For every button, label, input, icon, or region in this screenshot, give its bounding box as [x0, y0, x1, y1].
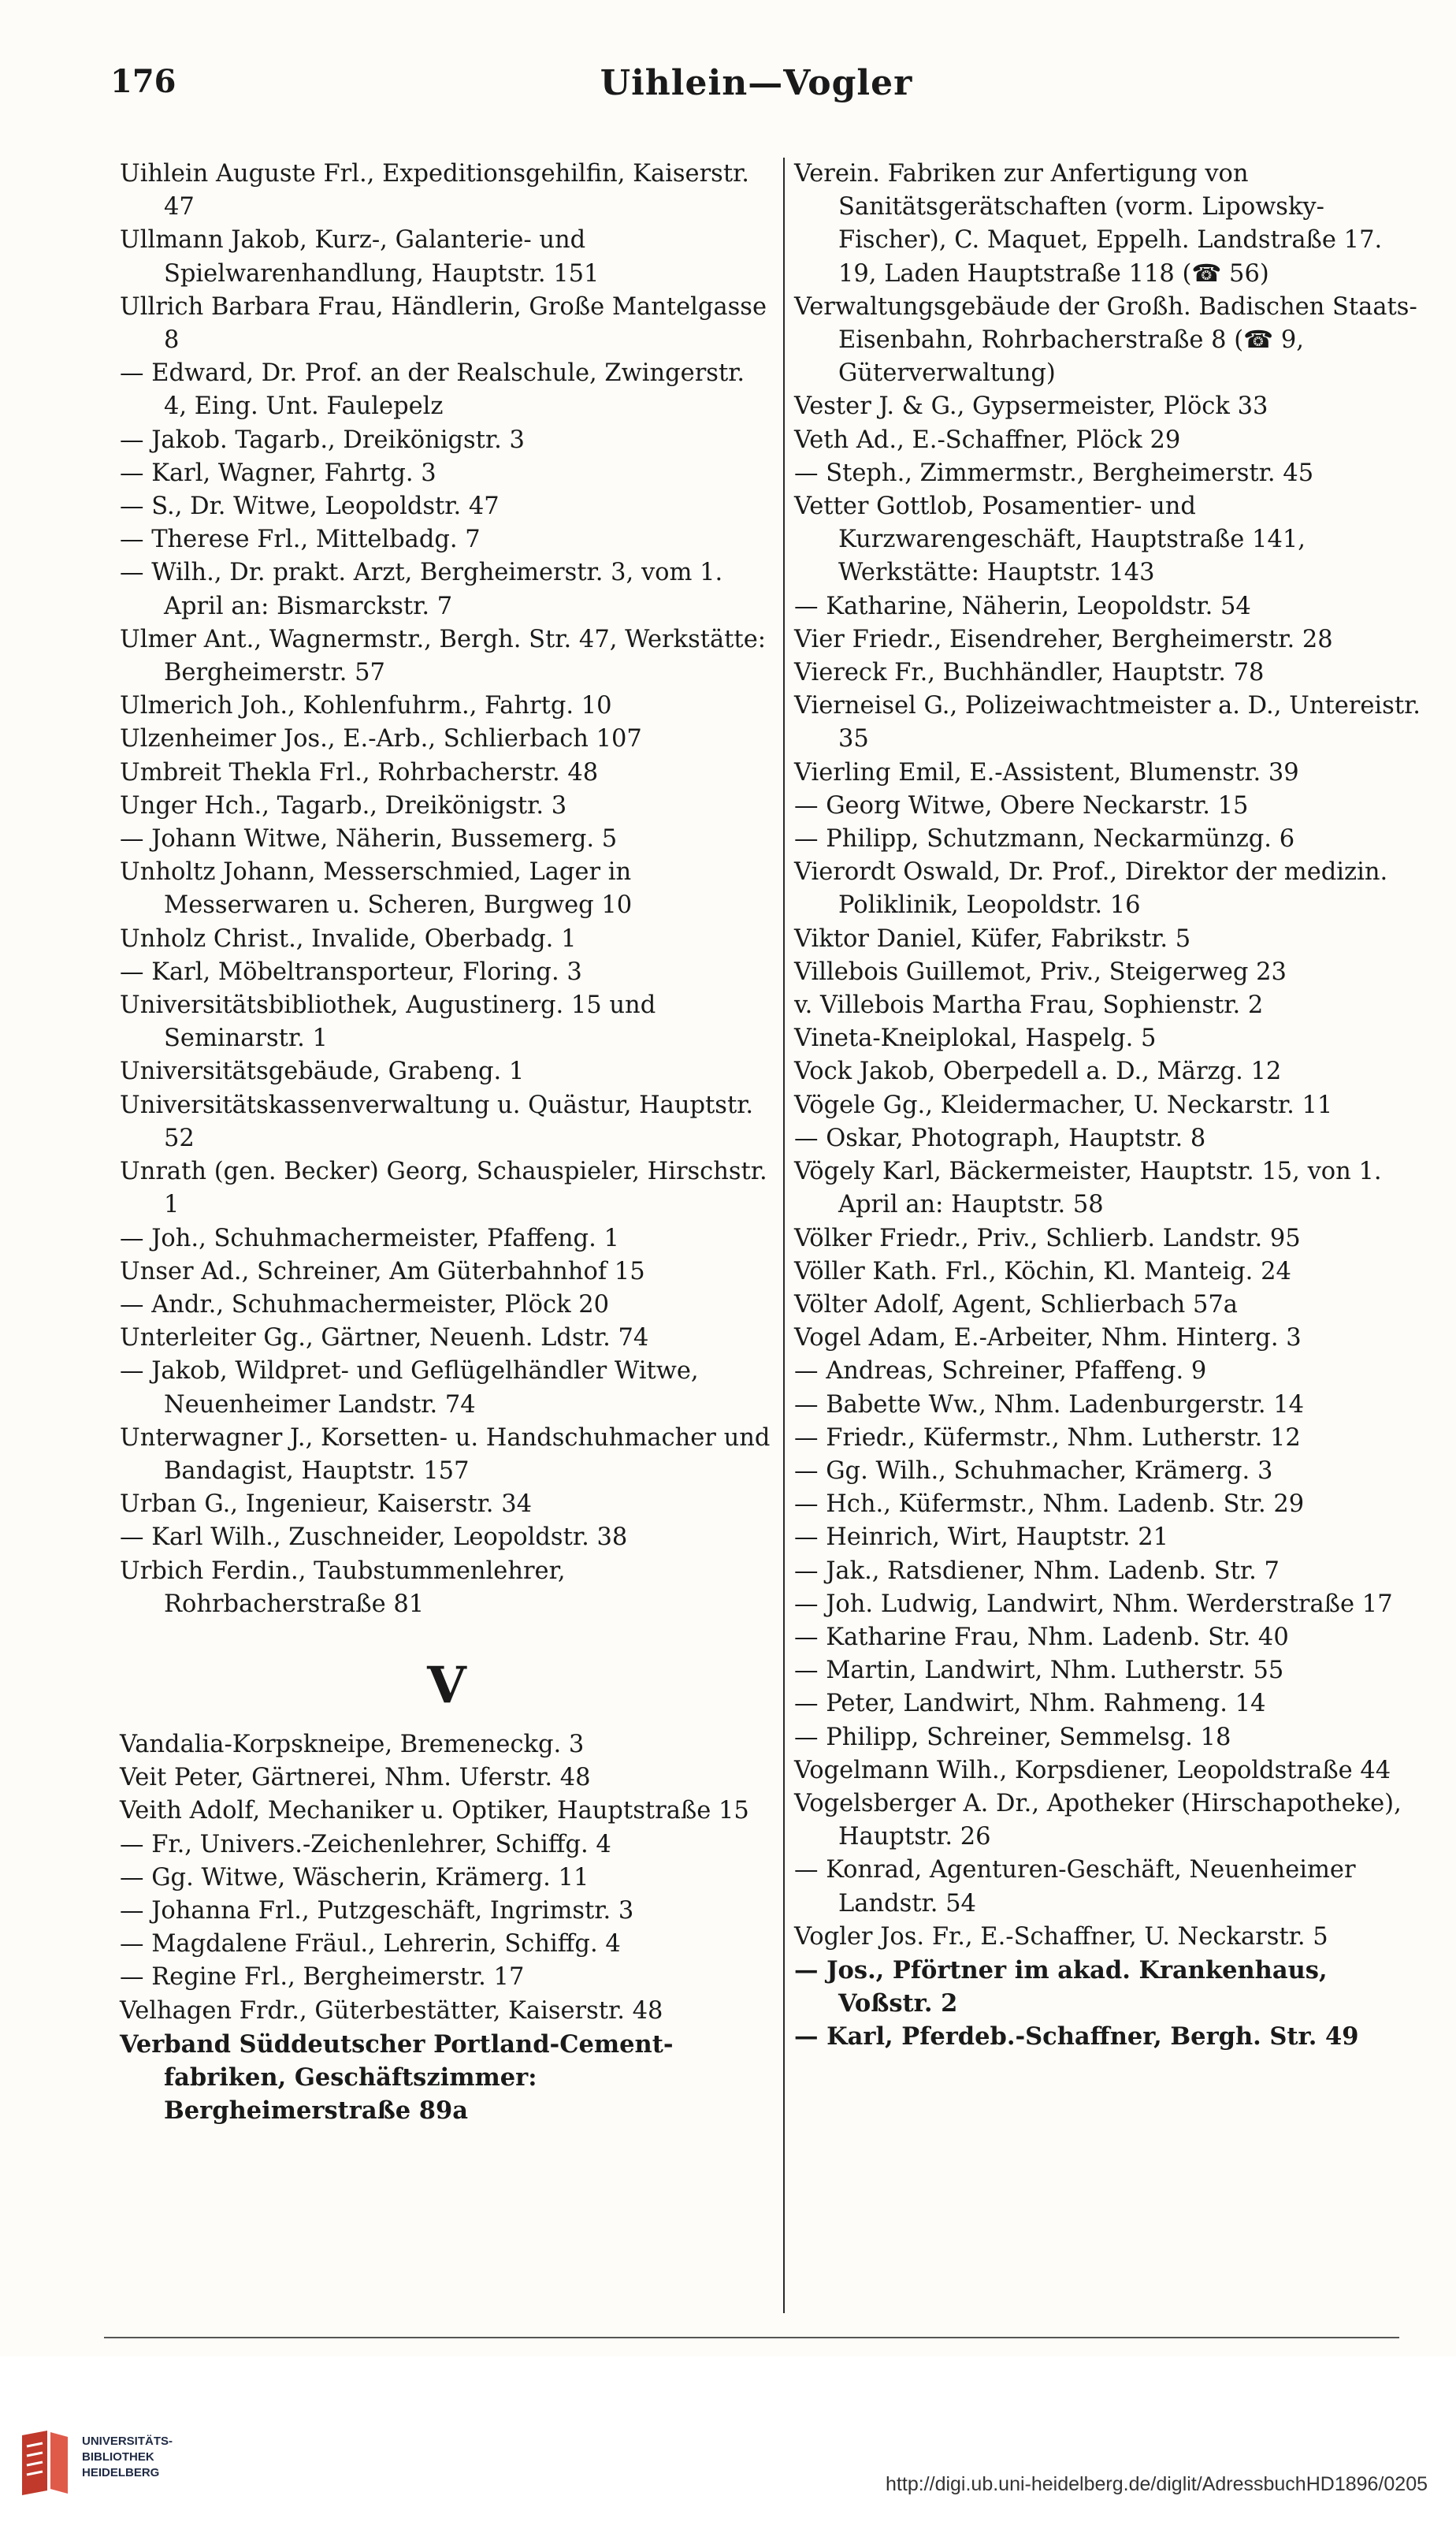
directory-entry: — Jos., Pförtner im akad. Krankenhaus, Voßstr. 2	[794, 1955, 1328, 2018]
source-url[interactable]: http://digi.ub.uni-heidelberg.de/diglit/AdressbuchHD1896/0205	[886, 2473, 1428, 2495]
left-entries	[120, 158, 774, 1621]
directory-entry: — Johann Witwe, Näherin, Bussemerg. 5	[120, 825, 618, 854]
directory-entry: — Oskar, Photograph, Hauptstr. 8	[794, 1124, 1206, 1152]
directory-entry: Völter Adolf, Agent, Schlierbach 57a	[794, 1290, 1238, 1319]
library-logo-text	[82, 2434, 173, 2481]
left-entries-v	[120, 1728, 774, 2127]
library-logo-icon	[16, 2427, 72, 2498]
section-letter: V	[427, 1655, 466, 1715]
directory-entry: Veit Peter, Gärtnerei, Nhm. Uferstr. 48	[120, 1764, 591, 1792]
directory-entry: — Gg. Wilh., Schuhmacher, Krämerg. 3	[794, 1456, 1273, 1485]
directory-entry: Verwaltungsgebäude der Großh. Badischen Staats-Eisenbahn, Rohrbacherstraße 8 (☎ 9, Güterverwaltung)	[794, 292, 1417, 388]
directory-entry: Vögele Gg., Kleidermacher, U. Neckarstr. 11	[794, 1091, 1333, 1119]
logo-line-3: HEIDELBERG	[82, 2466, 160, 2479]
directory-entry: Viktor Daniel, Küfer, Fabrikstr. 5	[794, 924, 1191, 953]
footer	[0, 2356, 1456, 2522]
right-column	[794, 158, 1421, 2054]
directory-entry: Ulmer Ant., Wagnermstr., Bergh. Str. 47, Werkstätte: Bergheimerstr. 57	[120, 625, 767, 687]
directory-entry: — Katharine, Näherin, Leopoldstr. 54	[794, 592, 1251, 620]
directory-entry: — Andreas, Schreiner, Pfaffeng. 9	[794, 1357, 1207, 1386]
directory-entry: — Babette Ww., Nhm. Ladenburgerstr. 14	[794, 1390, 1305, 1419]
directory-entry: Vier Friedr., Eisendreher, Bergheimerstr. 28	[794, 625, 1333, 653]
directory-entry: Vogel Adam, E.-Arbeiter, Nhm. Hinterg. 3	[794, 1324, 1302, 1352]
directory-entry: — Georg Witwe, Obere Neckarstr. 15	[794, 791, 1249, 820]
directory-entry: Verein. Fabriken zur Anfertigung von Sanitätsgerätschaften (vorm. Lipowsky-Fischer), C. Maquet, Eppelh. Landstraße 17. 19, Laden Hauptstraße 118 (☎ 56)	[794, 160, 1383, 288]
directory-entry: Ulzenheimer Jos., E.-Arb., Schlierbach 107	[120, 725, 642, 753]
directory-entry: — Hch., Küfermstr., Nhm. Ladenb. Str. 29	[794, 1490, 1305, 1519]
directory-entry: Völker Friedr., Priv., Schlierb. Landstr. 95	[794, 1224, 1301, 1252]
directory-entry: Velhagen Frdr., Güterbestätter, Kaiserstr. 48	[120, 1996, 663, 2025]
directory-entry: Verband Süddeutscher Portland-Cement-fabriken, Geschäftszimmer: Bergheimerstraße 89a	[120, 2029, 674, 2126]
logo-line-1: UNIVERSITÄTS-	[82, 2435, 173, 2448]
directory-entry: Uihlein Auguste Frl., Expeditionsgehilfin, Kaiserstr. 47	[120, 160, 750, 221]
directory-entry: Umbreit Thekla Frl., Rohrbacherstr. 48	[120, 758, 599, 787]
directory-entry: Urban G., Ingenieur, Kaiserstr. 34	[120, 1490, 533, 1519]
directory-entry: Vierordt Oswald, Dr. Prof., Direktor der medizin. Poliklinik, Leopoldstr. 16	[794, 858, 1388, 920]
directory-entry: — Johanna Frl., Putzgeschäft, Ingrimstr. 3	[120, 1896, 634, 1925]
directory-entry: Veth Ad., E.-Schaffner, Plöck 29	[794, 426, 1181, 454]
directory-entry: Urbich Ferdin., Taubstummenlehrer, Rohrbacherstraße 81	[120, 1557, 566, 1618]
directory-entry: — Gg. Witwe, Wäscherin, Krämerg. 11	[120, 1863, 589, 1892]
directory-entry: Ullrich Barbara Frau, Händlerin, Große Mantelgasse 8	[120, 292, 767, 355]
running-head: Uihlein—Vogler	[600, 63, 913, 103]
directory-entry: Vandalia-Korpskneipe, Bremeneckg. 3	[120, 1730, 585, 1758]
directory-entry: — Jak., Ratsdiener, Nhm. Ladenb. Str. 7	[794, 1557, 1280, 1585]
directory-entry: Ullmann Jakob, Kurz-, Galanterie- und Spielwarenhandlung, Hauptstr. 151	[120, 226, 600, 288]
directory-entry: — Karl, Wagner, Fahrtg. 3	[120, 459, 436, 487]
directory-entry: Villebois Guillemot, Priv., Steigerweg 23	[794, 958, 1287, 986]
directory-entry: — Karl, Möbeltransporteur, Floring. 3	[120, 958, 582, 986]
directory-entry: Vierling Emil, E.-Assistent, Blumenstr. 39	[794, 758, 1299, 787]
directory-entry: — Regine Frl., Bergheimerstr. 17	[120, 1963, 525, 1992]
directory-entry: — Philipp, Schreiner, Semmelsg. 18	[794, 1723, 1231, 1751]
directory-entry: — Edward, Dr. Prof. an der Realschule, Zwingerstr. 4, Eing. Unt. Faulepelz	[120, 359, 745, 421]
directory-entry: Vock Jakob, Oberpedell a. D., Märzg. 12	[794, 1058, 1282, 1086]
directory-entry: Unterwagner J., Korsetten- u. Handschuhmacher und Bandagist, Hauptstr. 157	[120, 1423, 771, 1485]
left-column	[120, 158, 774, 2127]
directory-entry: — Fr., Univers.-Zeichenlehrer, Schiffg. 4	[120, 1830, 611, 1858]
directory-entry: — Karl, Pferdeb.-Schaffner, Bergh. Str. 49	[794, 2022, 1359, 2051]
directory-entry: — Wilh., Dr. prakt. Arzt, Bergheimerstr. 3, vom 1. April an: Bismarckstr. 7	[120, 559, 723, 620]
directory-entry: Vierneisel G., Polizeiwachtmeister a. D., Untereistr. 35	[794, 692, 1421, 753]
column-divider	[783, 158, 785, 2313]
directory-entry: Vetter Gottlob, Posamentier- und Kurzwarengeschäft, Hauptstraße 141, Werkstätte: Hauptstr. 143	[794, 493, 1306, 587]
directory-entry: — Heinrich, Wirt, Hauptstr. 21	[794, 1523, 1169, 1552]
directory-entry: — Steph., Zimmermstr., Bergheimerstr. 45	[794, 459, 1314, 487]
directory-entry: — Konrad, Agenturen-Geschäft, Neuenheimer Landstr. 54	[794, 1856, 1356, 1918]
directory-entry: Unrath (gen. Becker) Georg, Schauspieler, Hirschstr. 1	[120, 1158, 767, 1219]
directory-entry: Universitätsgebäude, Grabeng. 1	[120, 1058, 525, 1086]
directory-entry: — Therese Frl., Mittelbadg. 7	[120, 526, 481, 554]
library-logo	[16, 2427, 189, 2498]
directory-entry: v. Villebois Martha Frau, Sophienstr. 2	[794, 991, 1264, 1020]
directory-entry: Viereck Fr., Buchhändler, Hauptstr. 78	[794, 659, 1265, 687]
directory-entry: — Karl Wilh., Zuschneider, Leopoldstr. 38	[120, 1523, 628, 1552]
directory-entry: — Martin, Landwirt, Nhm. Lutherstr. 55	[794, 1657, 1284, 1685]
directory-entry: Unger Hch., Tagarb., Dreikönigstr. 3	[120, 791, 567, 820]
logo-line-2: BIBLIOTHEK	[82, 2450, 154, 2464]
footer-rule	[104, 2337, 1399, 2338]
directory-entry: Vogelsberger A. Dr., Apotheker (Hirschapotheke), Hauptstr. 26	[794, 1789, 1402, 1851]
directory-entry: Vögely Karl, Bäckermeister, Hauptstr. 15, von 1. April an: Hauptstr. 58	[794, 1158, 1382, 1219]
directory-entry: Veith Adolf, Mechaniker u. Optiker, Hauptstraße 15	[120, 1797, 749, 1825]
directory-entry: Vogler Jos. Fr., E.-Schaffner, U. Neckarstr. 5	[794, 1922, 1328, 1951]
directory-entry: Unholz Christ., Invalide, Oberbadg. 1	[120, 924, 577, 953]
directory-entry: Völler Kath. Frl., Köchin, Kl. Manteig. 24	[794, 1257, 1291, 1285]
directory-entry: Unholtz Johann, Messerschmied, Lager in Messerwaren u. Scheren, Burgweg 10	[120, 858, 633, 920]
directory-entry: — Joh., Schuhmachermeister, Pfaffeng. 1	[120, 1224, 619, 1252]
right-entries	[794, 158, 1421, 2054]
directory-entry: Unser Ad., Schreiner, Am Güterbahnhof 15	[120, 1257, 645, 1285]
directory-entry: Vester J. & G., Gypsermeister, Plöck 33	[794, 392, 1268, 421]
page-number: 176	[110, 63, 176, 100]
directory-entry: — Jakob. Tagarb., Dreikönigstr. 3	[120, 426, 525, 454]
directory-entry: Universitätskassenverwaltung u. Quästur, Hauptstr. 52	[120, 1091, 754, 1152]
page-header	[110, 63, 1402, 118]
directory-entry: Universitätsbibliothek, Augustinerg. 15 und Seminarstr. 1	[120, 991, 656, 1053]
directory-entry: — Philipp, Schutzmann, Neckarmünzg. 6	[794, 825, 1295, 854]
directory-entry: Vineta-Kneiplokal, Haspelg. 5	[794, 1025, 1157, 1053]
directory-entry: — Magdalene Fräul., Lehrerin, Schiffg. 4	[120, 1930, 621, 1958]
directory-entry: — Jakob, Wildpret- und Geflügelhändler Witwe, Neuenheimer Landstr. 74	[120, 1357, 699, 1419]
directory-entry: — S., Dr. Witwe, Leopoldstr. 47	[120, 493, 500, 521]
directory-entry: — Katharine Frau, Nhm. Ladenb. Str. 40	[794, 1623, 1289, 1651]
directory-entry: — Peter, Landwirt, Nhm. Rahmeng. 14	[794, 1690, 1266, 1718]
directory-entry: — Friedr., Küfermstr., Nhm. Lutherstr. 12	[794, 1423, 1301, 1452]
directory-entry: Unterleiter Gg., Gärtner, Neuenh. Ldstr. 74	[120, 1324, 649, 1352]
directory-entry: Ulmerich Joh., Kohlenfuhrm., Fahrtg. 10	[120, 692, 612, 720]
directory-entry: Vogelmann Wilh., Korpsdiener, Leopoldstraße 44	[794, 1756, 1391, 1784]
directory-entry: — Joh. Ludwig, Landwirt, Nhm. Werderstraße 17	[794, 1590, 1393, 1618]
directory-entry: — Andr., Schuhmachermeister, Plöck 20	[120, 1290, 610, 1319]
